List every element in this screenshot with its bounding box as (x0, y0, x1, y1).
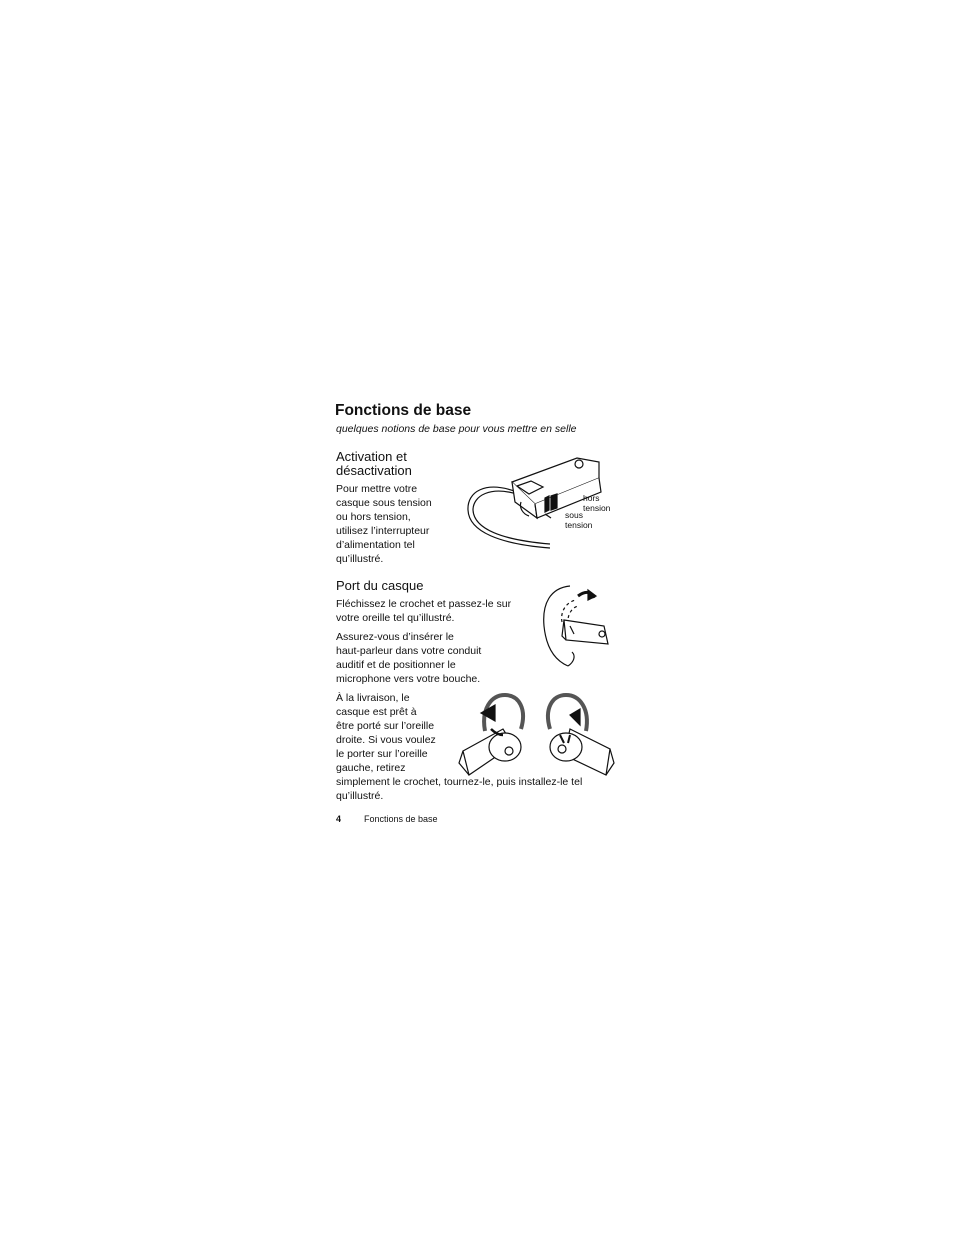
text-line: ou hors tension, (336, 511, 411, 523)
text-line: gauche, retirez (336, 762, 406, 774)
label-off: hors tension (583, 493, 611, 513)
text-line: Pour mettre votre (336, 483, 418, 495)
text-line: auditif et de positionner le (336, 659, 456, 671)
text-line: d’alimentation tel (336, 539, 415, 551)
power-section-body (336, 482, 432, 566)
text-line: microphone vers votre bouche. (336, 673, 481, 685)
wear-para-1 (336, 597, 511, 625)
text-line: le porter sur l’oreille (336, 748, 428, 760)
power-section-heading (336, 450, 412, 478)
page-subtitle: quelques notions de base pour vous mettre en selle (336, 423, 577, 435)
power-heading-line: Activation et (336, 449, 407, 464)
text-line: casque sous tension (336, 497, 432, 509)
text-line: À la livraison, le (336, 692, 410, 704)
label-on: sous tension (565, 510, 593, 530)
headset-power-illustration (465, 452, 585, 552)
page-number: 4 (336, 814, 342, 824)
text-line: droite. Si vous voulez (336, 734, 436, 746)
power-heading-line: désactivation (336, 463, 412, 478)
hook-rotation-illustration-left (540, 691, 618, 786)
text-line: votre oreille tel qu’illustré. (336, 612, 455, 624)
text-line: Fléchissez le crochet et passez-le sur (336, 598, 512, 610)
ear-wearing-illustration (540, 582, 615, 668)
hook-rotation-illustration-right (455, 691, 530, 786)
footer-section-name: Fonctions de base (364, 814, 438, 824)
text-line: être porté sur l’oreille (336, 720, 435, 732)
text-line: haut-parleur dans votre conduit (336, 645, 482, 657)
page-title: Fonctions de base (335, 402, 472, 419)
text-line: qu’illustré. (336, 553, 384, 565)
wear-section-heading: Port du casque (336, 578, 424, 593)
wear-para-2 (336, 630, 481, 686)
text-line: qu’illustré. (336, 790, 384, 802)
text-line: utilisez l’interrupteur (336, 525, 430, 537)
text-line: casque est prêt à (336, 706, 417, 718)
text-line: Assurez-vous d’insérer le (336, 631, 454, 643)
text-line: simplement le crochet, tournez-le, puis installez-le tel (336, 776, 583, 788)
